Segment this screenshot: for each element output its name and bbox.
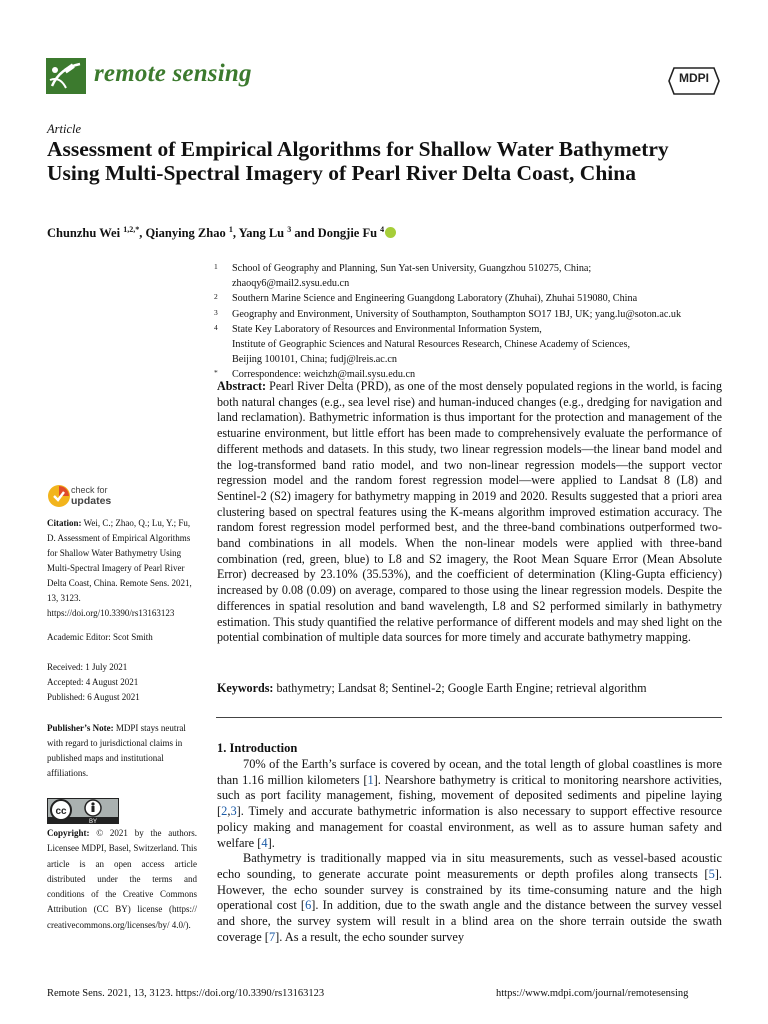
keywords-text: bathymetry; Landsat 8; Sentinel-2; Google Earth Engine; retrieval algorithm	[273, 681, 647, 695]
publishers-note	[47, 721, 201, 781]
intro-paragraph-1	[217, 757, 722, 851]
section-divider	[216, 717, 722, 718]
abstract-label: Abstract:	[217, 379, 267, 393]
citation-link[interactable]: 2	[221, 804, 228, 819]
affiliation-number: 4	[214, 322, 218, 332]
paragraph-text: Bathymetry is traditionally mapped via in situ measurements, such as vessel-based acoustic echo sounding, to generate accurate point measurements or depth profiles along transects [	[217, 851, 722, 881]
author-affiliation-mark: 1,2,*	[123, 225, 140, 234]
citation-link[interactable]: 5	[708, 866, 715, 881]
affiliations	[214, 261, 734, 383]
author-name: Chunzhu Wei	[47, 226, 124, 241]
published-date: Published: 6 August 2021	[47, 692, 140, 702]
citation-text: Wei, C.; Zhao, Q.; Lu, Y.; Fu, D. Assessment of Empirical Algorithms for Shallow Water Bathymetry Using Multi-Spectral Imagery of Pearl River Delta Coast, China. Remote Sens. 2021, 13, 3123. https://doi.org/10.3390/rs13163123	[47, 518, 192, 618]
affiliation-line: Institute of Geographic Sciences and Natural Resources Research, Chinese Academy of Sciences,	[232, 339, 631, 351]
author-separator: ,	[139, 226, 146, 241]
affiliation-item	[214, 291, 734, 306]
affiliation-item	[214, 322, 734, 368]
citation-link[interactable]: 3	[230, 804, 237, 819]
affiliation-number: 3	[214, 307, 218, 317]
paragraph-text: ]. However, the echo sounder survey is constrained by its time-consuming nature and the high operational cost [	[217, 866, 722, 913]
accepted-date: Accepted: 4 August 2021	[47, 677, 139, 687]
author-affiliation-mark: 1	[228, 225, 233, 234]
citation-link[interactable]: 1	[367, 772, 374, 787]
cc-by-label: BY	[88, 819, 98, 824]
check-for-updates-button[interactable]	[47, 482, 137, 512]
publisher-logo	[668, 66, 720, 96]
keywords-label: Keywords:	[217, 681, 274, 695]
affiliation-line: Geography and Environment, University of Southampton, Southampton SO17 1BJ, UK; yang.lu@soton.ac.uk	[232, 308, 682, 320]
abstract-text: Pearl River Delta (PRD), as one of the most densely populated regions in the world, is facing both natural changes (e.g., sea level rise) and human-induced changes (e.g., dredging for navigation and land reclamation). Bathymetric information is thus important for the protection and management of the estuarine environment, but little effort has been made to comprehensively evaluate the performance of different methods and datasets. In this study, two linear regression models—the linear band model and the log-transformed band ratio model, and two non-linear regression models—the support vector regression model and the random forest regression model—were applied to Landsat 8 (L8) and Sentinel-2 (S2) imagery for bathymetry mapping in 2019 and 2020. Results suggested that a priori area clustering based on spectral features using the K-means algorithm improved estimation accuracy. The random forest regression model performed best, and the three-band combinations outperformed two-band combinations in all models. When the non-linear models were applied with three-band combination (red, green, blue) to L8 and S2 imagery, the Root Mean Square Error (Mean Absolute Error) decreased by 23.10% (35.53%), and the coefficient of determination (Kling-Gupta efficiency) increased by 0.08 (0.09) on average, compared to those using the linear regression models. Despite the differences in spatial resolution and band wavelength, L8 and S2 performed similarly in bathymetry estimation. This study quantified the relative performance of different models and may shed light on the potential combination of multiple data sources for more timely and accurate bathymetry mapping.	[217, 379, 722, 645]
affiliation-line: School of Geography and Planning, Sun Yat-sen University, Guangzhou 510275, China;	[232, 263, 592, 274]
affiliation-item	[214, 307, 734, 322]
author-affiliation-mark: 3	[287, 225, 292, 234]
author-separator: ,	[232, 226, 239, 241]
affiliation-line: Southern Marine Science and Engineering Guangdong Laboratory (Zhuhai), Zhuhai 519080, China	[232, 293, 638, 305]
author-name: Yang Lu	[238, 226, 288, 241]
author-affiliation-mark: 4	[380, 225, 385, 234]
affiliation-number: *	[214, 368, 218, 378]
check-updates-line2: updates	[71, 495, 112, 507]
copyright	[47, 826, 197, 933]
journal-name: remote sensing	[94, 60, 252, 87]
check-updates-icon	[47, 484, 71, 508]
introduction-body	[217, 757, 722, 945]
article-type: Article	[47, 122, 82, 136]
copyright-label: Copyright:	[47, 828, 90, 838]
intro-paragraph-2	[217, 851, 722, 945]
author-name: Dongjie Fu	[317, 226, 381, 241]
paragraph-text: ].	[267, 835, 275, 850]
abstract	[217, 379, 722, 646]
article-title: Assessment of Empirical Algorithms for Shallow Water Bathymetry Using Multi-Spectral Imagery of Pearl River Delta Coast, China	[47, 137, 669, 185]
paragraph-text: 70% of the Earth’s surface is covered by ocean, and the total length of global coastlines is more than 1.16 million kilometers [	[217, 757, 722, 787]
publishers-note-text: MDPI stays neutral with regard to jurisdictional claims in published maps and institutional affiliations.	[47, 723, 186, 778]
paragraph-text: ]. Timely and accurate bathymetric information is also necessary to support effective resource policy making and management for coastal environment, as well as to assure human safety and welfare [	[217, 804, 722, 850]
received-date: Received: 1 July 2021	[47, 662, 128, 672]
footer-journal-url[interactable]: https://www.mdpi.com/journal/remotesensing	[496, 988, 689, 999]
academic-editor: Academic Editor: Scot Smith	[47, 632, 153, 642]
journal-logo-icon	[46, 58, 86, 94]
affiliation-line: Correspondence: weichzh@mail.sysu.edu.cn	[232, 369, 416, 381]
affiliation-number: 1	[214, 262, 218, 271]
publisher-name: MDPI	[679, 71, 709, 85]
copyright-text: © 2021 by the authors. Licensee MDPI, Basel, Switzerland. This article is an open access article distributed under the terms and conditions of the Creative Commons Attribution (CC BY) license (https:// creativecommons.org/licenses/by/ 4.0/).	[47, 828, 197, 930]
affiliation-line: Beijing 100101, China; fudj@lreis.ac.cn	[232, 354, 397, 366]
paragraph-text: ,	[227, 804, 231, 819]
footer-citation: Remote Sens. 2021, 13, 3123. https://doi.org/10.3390/rs13163123	[47, 988, 325, 999]
author-separator: and	[291, 226, 318, 241]
citation-link[interactable]: 7	[268, 929, 276, 944]
citation	[47, 516, 201, 621]
check-updates-line1: check for	[71, 485, 108, 495]
publishers-note-label: Publisher’s Note:	[47, 723, 114, 733]
cc-by-license-icon[interactable]	[47, 798, 119, 824]
paragraph-text: ]. Nearshore bathymetry is critical to monitoring nearshore activities, such as port facility management, fishing, movement of deposited sediments and pipeline laying [	[217, 772, 722, 819]
author-name: Qianying Zhao	[145, 226, 229, 241]
affiliation-number: 2	[214, 292, 218, 302]
paragraph-text: ]. In addition, due to the swath angle and the distance between the survey vessel and shore, the survey system will result in a blind area on the shore terrain outside the swath coverage [	[217, 898, 723, 944]
orcid-icon[interactable]	[385, 227, 396, 238]
author-list	[47, 225, 396, 241]
keywords	[217, 681, 722, 696]
section-heading-introduction: 1. Introduction	[217, 741, 298, 755]
svg-text:cc: cc	[55, 806, 67, 817]
citation-label: Citation:	[47, 518, 82, 528]
paragraph-text: ]. As a result, the echo sounder survey	[275, 929, 465, 944]
citation-link[interactable]: 4	[261, 835, 268, 850]
affiliation-line: State Key Laboratory of Resources and Environmental Information System,	[232, 323, 542, 335]
citation-link[interactable]: 6	[305, 898, 312, 913]
affiliation-line: zhaoqy6@mail2.sysu.edu.cn	[232, 278, 350, 290]
affiliation-item	[214, 261, 734, 291]
